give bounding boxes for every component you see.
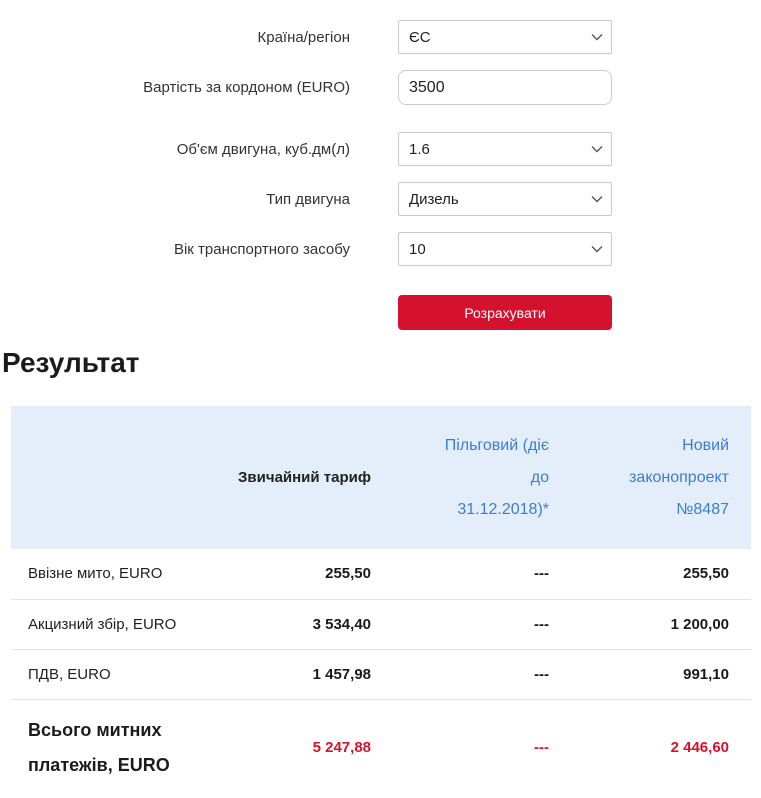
submit-row (0, 295, 761, 330)
table-row-excise-tax (11, 599, 751, 649)
regular-value: 255,50 (325, 565, 371, 583)
engine-volume-label: Об'єм двигуна, куб.дм(л) (176, 140, 350, 158)
form-row-cost (0, 70, 761, 105)
row-label: ПДВ, EURO (11, 649, 211, 699)
form-row-vehicle-age (0, 232, 761, 266)
table-row-total-payments (11, 699, 751, 796)
vehicle-age-label: Вік транспортного засобу (173, 240, 350, 258)
table-row-import-duty (11, 549, 751, 599)
header-new-bill: Новий законопроект №8487 (629, 436, 729, 518)
regular-value: 1 457,98 (211, 649, 371, 699)
preferential-value: --- (371, 649, 549, 699)
header-regular-tariff: Звичайний тариф (238, 469, 371, 486)
engine-type-select[interactable] (398, 182, 612, 216)
form-row-country (0, 20, 761, 54)
table-row-vat (11, 649, 751, 699)
result-table-header-row (11, 406, 751, 549)
result-heading: Результат (2, 347, 140, 378)
total-preferential-value: --- (371, 699, 549, 796)
engine-volume-select[interactable] (398, 132, 612, 166)
total-row-label: Всього митних платежів, EURO (11, 699, 211, 796)
calculate-button[interactable]: Розрахувати (398, 295, 612, 330)
row-label: Акцизний збір, EURO (11, 599, 211, 649)
result-table (11, 406, 751, 796)
preferential-value: --- (371, 599, 549, 649)
new-bill-value: 991,10 (549, 649, 751, 699)
total-new-bill-value: 2 446,60 (549, 699, 751, 796)
engine-volume-field-box (398, 132, 612, 166)
cost-field-box (398, 70, 612, 105)
customs-calculator-form (0, 0, 761, 330)
cost-abroad-label: Вартість за кордоном (EURO) (143, 79, 350, 96)
country-field-box (398, 20, 612, 54)
country-select[interactable] (398, 20, 612, 54)
new-bill-value: 255,50 (683, 565, 729, 583)
cost-abroad-input[interactable] (398, 70, 612, 105)
row-label: Ввізне мито, EURO (28, 565, 163, 583)
country-label: Країна/регіон (257, 28, 350, 46)
vehicle-age-select[interactable] (398, 232, 612, 266)
form-row-engine-volume (0, 132, 761, 166)
engine-type-label: Тип двигуна (266, 190, 350, 208)
new-bill-value: 1 200,00 (549, 599, 751, 649)
preferential-value: --- (534, 565, 549, 583)
header-preferential-tariff: Пільговий (діє до 31.12.2018)* (444, 436, 549, 518)
form-row-engine-type (0, 182, 761, 216)
header-empty-cell (11, 406, 211, 549)
vehicle-age-field-box (398, 232, 612, 266)
engine-type-field-box (398, 182, 612, 216)
regular-value: 3 534,40 (211, 599, 371, 649)
total-regular-value: 5 247,88 (211, 699, 371, 796)
